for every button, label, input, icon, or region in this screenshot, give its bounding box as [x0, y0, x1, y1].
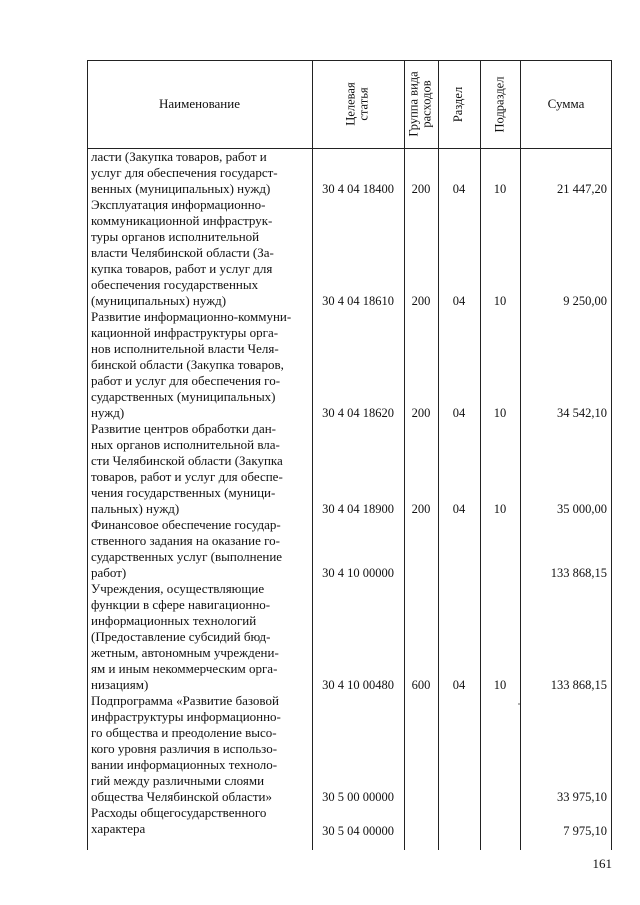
row-sum: 21 447,20	[557, 182, 607, 196]
row-sum: 35 000,00	[557, 502, 607, 516]
row-sum: 34 542,10	[557, 406, 607, 420]
table-grid	[87, 60, 612, 850]
row-section: 04	[452, 294, 466, 308]
row-group: 600	[411, 678, 431, 692]
row-group: 200	[411, 502, 431, 516]
row-subsection: 10	[493, 502, 507, 516]
row-subsection: 10	[493, 294, 507, 308]
table-row	[87, 805, 612, 839]
header-code-cell	[312, 60, 404, 148]
page-number: 161	[592, 856, 612, 871]
row-subsection: 10	[493, 678, 507, 692]
header-sum: Сумма	[547, 96, 585, 111]
table-row	[87, 197, 612, 309]
table-row	[87, 309, 612, 421]
header-subsection: Подраздел	[492, 76, 507, 132]
row-code: 30 4 10 00000	[322, 566, 394, 580]
row-code: 30 4 04 18610	[322, 294, 394, 308]
row-group: 200	[411, 182, 431, 196]
row-name: Эксплуатация информационно- коммуникационной инфраструк- туры органов исполнительной власти Челябинской области (За- купка товаров, работ и услуг для обеспечения государственных (муниципальных) нужд)	[91, 197, 274, 308]
budget-table	[87, 60, 612, 850]
header-section: Раздел	[451, 86, 466, 122]
header-group: Группа вида расходов	[407, 71, 435, 137]
header-group-cell	[404, 60, 438, 148]
row-sum: 7 975,10	[563, 824, 607, 838]
row-name: Учреждения, осуществляющие функции в сфере навигационно- информационных технологий (Предоставление субсидий бюд- жетным, автономным учреждени- ям и иным некоммерческим орга- низациям)	[91, 581, 279, 692]
row-code: 30 5 04 00000	[322, 824, 394, 838]
table-row	[87, 693, 612, 805]
row-group: 200	[411, 406, 431, 420]
table-row	[87, 581, 612, 693]
header-section-cell	[438, 60, 480, 148]
row-section: 04	[452, 502, 466, 516]
row-subsection: 10	[493, 406, 507, 420]
row-name: Финансовое обеспечение государ- ственного задания на оказание го- сударственных услуг (выполнение работ)	[91, 517, 283, 580]
row-name: Развитие информационно-коммуни- кационной инфраструктуры орга- нов исполнительной власти Челя- бинской области (Закупка товаров, работ и услуг для обеспечения го- сударственных (муниципальных) нужд)	[91, 309, 292, 420]
row-sum: 33 975,10	[557, 790, 607, 804]
header-name: Наименование	[159, 96, 240, 111]
table-row	[87, 421, 612, 517]
row-name: ласти (Закупка товаров, работ и услуг для обеспечения государст- венных (муниципальных) нужд)	[91, 149, 278, 196]
row-code: 30 4 04 18900	[322, 502, 394, 516]
row-section: 04	[452, 182, 466, 196]
row-code: 30 4 04 18400	[322, 182, 394, 196]
row-sum: 133 868,15	[550, 566, 607, 580]
row-section: 04	[452, 678, 466, 692]
header-subsection-cell	[480, 60, 520, 148]
row-sum: 133 868,15	[550, 678, 607, 692]
scan-speck	[518, 703, 520, 705]
row-name: Развитие центров обработки дан- ных органов исполнительной вла- сти Челябинской области (Закупка товаров, работ и услуг для обеспе- чения государственных (муници- пальных) нужд)	[91, 421, 283, 516]
row-subsection: 10	[493, 182, 507, 196]
row-name: Расходы общегосударственного характера	[91, 805, 267, 836]
row-code: 30 4 10 00480	[322, 678, 394, 692]
table-row	[87, 149, 612, 197]
row-group: 200	[411, 294, 431, 308]
row-name: Подпрограмма «Развитие базовой инфраструктуры информационно- го общества и преодоление высо- кого уровня различия в использо- вании информационных техноло- гий между различными слоями общества Челябинской области»	[91, 693, 281, 804]
row-section: 04	[452, 406, 466, 420]
row-sum: 9 250,00	[563, 294, 607, 308]
row-code: 30 4 04 18620	[322, 406, 394, 420]
row-code: 30 5 00 00000	[322, 790, 394, 804]
header-code: Целевая статья	[344, 82, 371, 126]
table-row	[87, 517, 612, 581]
